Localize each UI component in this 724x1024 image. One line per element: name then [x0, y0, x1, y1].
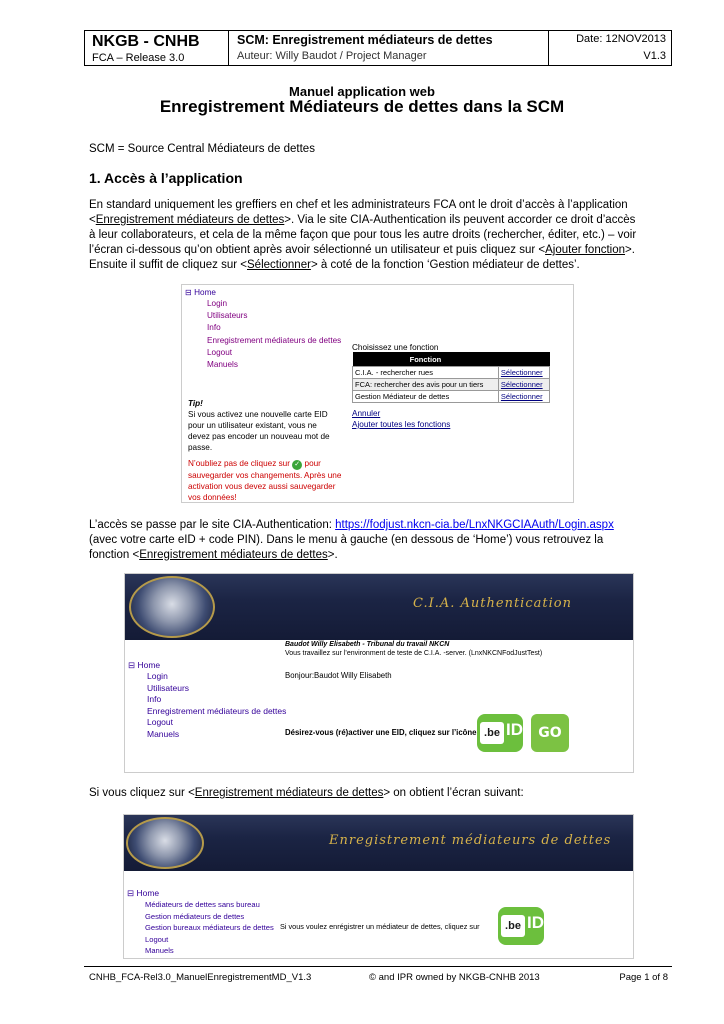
doc-author: Auteur: Willy Baudot / Project Manager — [237, 50, 427, 62]
footer-page-number: Page 1 of 8 — [619, 972, 668, 983]
doc-date: Date: 12NOV2013 — [576, 33, 666, 45]
header-date-cell — [549, 31, 672, 65]
menu-item-login[interactable]: Login — [207, 299, 228, 308]
left-menu — [207, 298, 341, 371]
menu-item-enregistrement[interactable]: Enregistrement médiateurs de dettes — [207, 335, 342, 345]
document-header-table — [84, 30, 672, 66]
table-header-row — [353, 352, 550, 367]
greeting-text: Bonjour:Baudot Willy Elisabeth — [285, 671, 392, 680]
text-fragment: L’accès se passe par le site CIA-Authentication: — [89, 519, 336, 531]
text-fragment: N’oubliez pas de cliquez sur — [188, 459, 290, 468]
intro-definition: SCM = Source Central Médiateurs de dettes — [89, 143, 315, 155]
eid-prompt: Désirez-vous (ré)activer une EID, cliquez sur l’icône — [285, 728, 477, 737]
select-link[interactable]: Sélectionner — [498, 367, 549, 379]
doc-version: V1.3 — [643, 50, 666, 62]
header-org-cell — [85, 31, 229, 65]
menu-item-utilisateurs[interactable]: Utilisateurs — [147, 682, 190, 693]
environment-line: Vous travaillez sur l’environment de teste de C.I.A. -server. (LnxNKCNFodJustTest) — [285, 650, 543, 657]
function-name: FCA: rechercher des avis pour un tiers — [353, 379, 499, 391]
menu-item-logout[interactable]: Logout — [147, 717, 173, 727]
enregistrement-banner — [124, 815, 633, 871]
menu-item-mediateurs-sans-bureau[interactable]: Médiateurs de dettes sans bureau — [145, 900, 260, 909]
menu-item-gestion-bureaux[interactable]: Gestion bureaux médiateurs de dettes — [145, 923, 274, 932]
tree-home-node[interactable]: ⊟ Home — [185, 288, 216, 297]
globe-logo-icon — [126, 817, 204, 869]
para2-line3 — [89, 548, 679, 563]
beid-card-icon[interactable] — [477, 714, 523, 752]
tip-line: devez pas encoder un nouveau mot de — [188, 432, 330, 441]
add-all-functions-link[interactable]: Ajouter toutes les fonctions — [352, 420, 451, 429]
tree-home-node[interactable]: ⊟ Home — [128, 660, 161, 670]
tip-text — [188, 409, 330, 453]
link-enregistrement: Enregistrement médiateurs de dettes — [194, 787, 384, 799]
paragraph-result-screen — [89, 786, 524, 801]
table-row — [353, 391, 550, 403]
beid-label: .be — [501, 915, 525, 937]
globe-logo-icon — [129, 576, 215, 638]
select-link[interactable]: Sélectionner — [498, 379, 549, 391]
beid-card-icon[interactable] — [498, 907, 544, 945]
text-fragment: < — [89, 214, 96, 226]
text-fragment: fonction < — [89, 549, 140, 561]
text-fragment: >. — [625, 244, 635, 256]
para2-line1 — [89, 518, 679, 533]
menu-item-manuels[interactable]: Manuels — [147, 728, 180, 739]
function-name: C.I.A. - rechercher rues — [353, 367, 499, 379]
text-fragment: >. Via le site CIA-Authentication ils peuvent accorder ce droit d’accès — [284, 214, 636, 226]
header-title-cell — [229, 31, 549, 65]
column-header-fonction: Fonction — [353, 352, 499, 367]
menu-item-enregistrement[interactable]: Enregistrement médiateurs de dettes — [147, 705, 287, 716]
tree-home-node[interactable]: ⊟ Home — [127, 888, 160, 898]
paragraph-cia-access — [89, 518, 679, 563]
menu-item-login[interactable]: Login — [147, 671, 168, 681]
warning-line — [188, 458, 341, 470]
go-button[interactable]: GO — [531, 714, 569, 752]
menu-item-gestion-mediateurs[interactable]: Gestion médiateurs de dettes — [145, 911, 245, 921]
text-fragment: l’écran ci-dessous qu’on obtient après avoir sélectionné un utilisateur et puis cliquez sur < — [89, 244, 546, 256]
table-row — [353, 379, 550, 391]
para1-line1: En standard uniquement les greffiers en chef et les administrateurs FCA ont le droit d’accès à l’application — [89, 199, 628, 211]
tip-line: Si vous activez une nouvelle carte EID — [188, 410, 328, 419]
release-label: FCA – Release 3.0 — [92, 52, 185, 64]
screenshot-function-assignment — [181, 284, 574, 503]
manual-subtitle: Manuel application web — [289, 84, 435, 99]
footer-filename: CNHB_FCA-Rel3.0_ManuelEnregistrementMD_V1.3 — [89, 972, 312, 983]
link-enregistrement: Enregistrement médiateurs de dettes — [139, 549, 328, 561]
cia-url-link[interactable]: https://fodjust.nkcn-cia.be/LnxNKGCIAAuth/Login.aspx — [335, 519, 614, 531]
cancel-link[interactable]: Annuler — [352, 409, 381, 418]
text-fragment: pour — [304, 459, 321, 468]
warning-line: sauvegarder vos changements. Après une — [188, 471, 342, 480]
column-header-action — [498, 352, 549, 367]
doc-title: SCM: Enregistrement médiateurs de dettes — [237, 33, 493, 47]
select-link[interactable]: Sélectionner — [498, 391, 549, 403]
menu-item-manuels[interactable]: Manuels — [145, 946, 174, 955]
user-info-line: Baudot Willy Elisabeth - Tribunal du travail NKCN — [285, 641, 450, 648]
beid-id-text: ID — [506, 720, 523, 739]
para2-line2: (avec votre carte eID + code PIN). Dans le menu à gauche (en dessous de ‘Home’) vous retrouvez la — [89, 534, 604, 546]
screenshot-cia-authentication — [124, 573, 634, 773]
tip-title: Tip! — [188, 399, 203, 408]
function-table — [352, 352, 550, 403]
choose-function-label: Choisissez une fonction — [352, 343, 439, 352]
link-enregistrement: Enregistrement médiateurs de dettes — [95, 214, 285, 226]
text-fragment: > à coté de la fonction ‘Gestion médiateur de dettes’. — [310, 259, 580, 271]
menu-item-info[interactable]: Info — [207, 323, 221, 333]
menu-item-logout[interactable]: Logout — [207, 347, 233, 357]
save-warning — [188, 458, 341, 503]
para1-line3: à leur collaborateurs, et cela de la même façon que pour tous les autre droits (rechercher, éditer, etc.) – voir — [89, 229, 637, 241]
banner-title: Enregistrement médiateurs de dettes — [329, 833, 612, 848]
menu-item-utilisateurs[interactable]: Utilisateurs — [207, 311, 248, 321]
left-menu — [147, 671, 286, 740]
text-fragment: >. — [327, 549, 338, 561]
text-fragment: Si vous cliquez sur < — [89, 787, 195, 799]
left-menu — [145, 899, 274, 957]
menu-item-info[interactable]: Info — [147, 694, 162, 704]
register-prompt: Si vous voulez enrégistrer un médiateur de dettes, cliquez sur — [280, 922, 480, 931]
footer-copyright: © and IPR owned by NKGB-CNHB 2013 — [369, 972, 540, 983]
menu-item-manuels[interactable]: Manuels — [207, 360, 238, 370]
cia-banner — [125, 574, 633, 640]
section-heading: 1. Accès à l’application — [89, 170, 243, 186]
para1-line4 — [89, 243, 679, 258]
text-fragment: > on obtient l’écran suivant: — [383, 787, 524, 799]
function-name: Gestion Médiateur de dettes — [353, 391, 499, 403]
main-title: Enregistrement Médiateurs de dettes dans la SCM — [159, 97, 565, 116]
paragraph-access — [89, 198, 679, 273]
tip-line: passe. — [188, 443, 213, 452]
beid-label: .be — [480, 722, 504, 744]
check-save-icon[interactable]: ✓ — [292, 460, 302, 470]
warning-line: vos données! — [188, 493, 237, 502]
screenshot-enregistrement — [123, 814, 634, 959]
tip-line: pour un utilisateur existant, vous ne — [188, 421, 317, 430]
org-name: NKGB - CNHB — [92, 33, 200, 50]
text-fragment: Ensuite il suffit de cliquez sur < — [89, 259, 247, 271]
beid-id-text: ID — [527, 913, 544, 932]
footer-rule — [84, 966, 672, 967]
link-selectionner: Sélectionner — [247, 259, 311, 271]
warning-line: activation vous devez aussi sauvegarder — [188, 482, 336, 491]
banner-title: C.I.A. Authentication — [413, 596, 572, 611]
table-row — [353, 367, 550, 379]
link-ajouter-fonction: Ajouter fonction — [545, 244, 626, 256]
menu-item-logout[interactable]: Logout — [145, 934, 169, 944]
para1-line2 — [89, 213, 679, 228]
para1-line5 — [89, 258, 679, 273]
